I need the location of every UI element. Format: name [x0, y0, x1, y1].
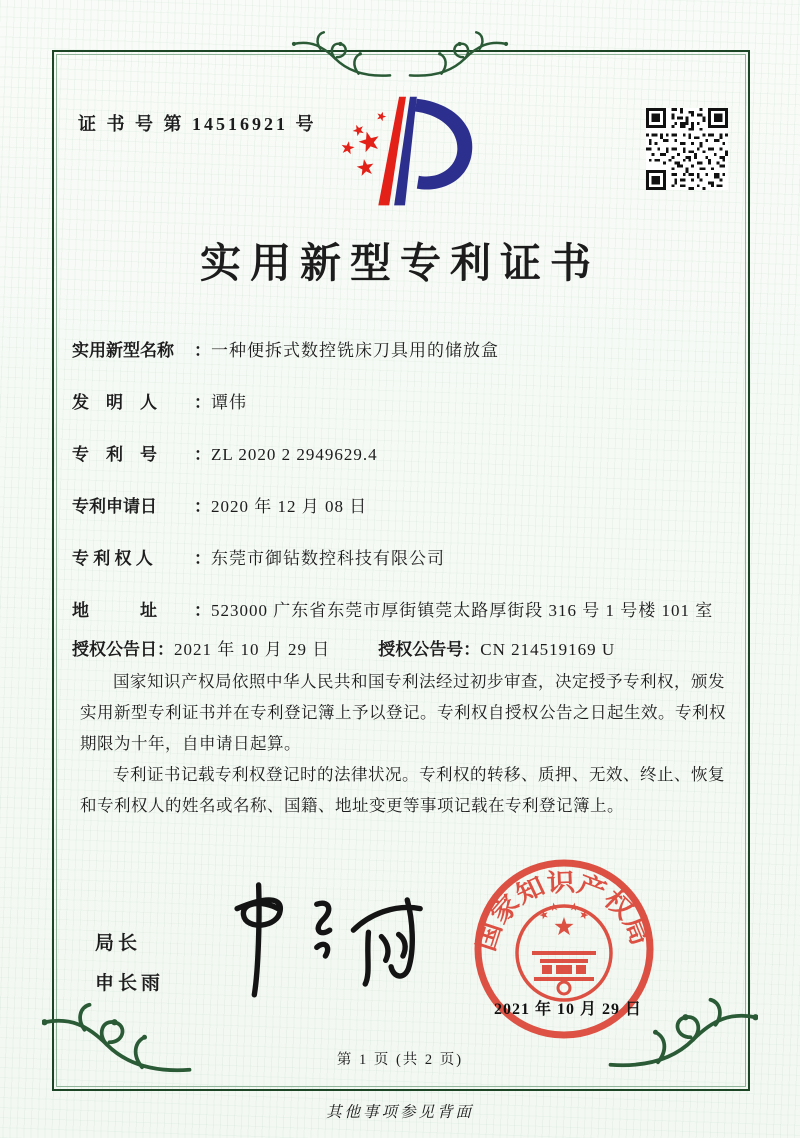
legal-text: [80, 666, 726, 821]
field-value: 东莞市御钻数控科技有限公司: [211, 549, 445, 568]
commissioner-name: 申长雨: [95, 973, 165, 994]
field-patent-number: 专 利 号 ： ZL 2020 2 2949629.4: [72, 442, 732, 467]
commissioner-block: [95, 924, 164, 1004]
certificate-number: 证 书 号 第 14516921 号: [78, 114, 317, 134]
legal-paragraph-1: 国家知识产权局依照中华人民共和国专利法经过初步审查，决定授予专利权，颁发实用新型专利证书并在专利登记簿上予以登记。专利权自授权公告之日起生效。专利权期限为十年，自申请日起算。: [80, 672, 726, 753]
field-label: 专利申请日: [72, 497, 157, 516]
svg-text:国家知识产权局: 国家知识产权局: [473, 869, 653, 955]
field-inventor: 发 明 人 ： 谭伟: [72, 390, 732, 415]
commissioner-title: 局长: [95, 933, 142, 954]
field-grant-date: 授权公告日 ： 2021 年 10 月 29 日: [72, 640, 331, 659]
qr-code-icon: [646, 108, 728, 190]
field-grant-number: 授权公告号 ： CN 214519169 U: [378, 640, 616, 659]
certificate-title: 实用新型专利证书: [200, 240, 600, 286]
field-label: 专 利 号: [72, 445, 157, 464]
legal-paragraph-2: 专利证书记载专利权登记时的法律状况。专利权的转移、质押、无效、终止、恢复和专利权人的姓名或名称、国籍、地址变更等事项记载在专利登记簿上。: [80, 765, 725, 815]
field-label: 发 明 人: [72, 393, 157, 412]
certificate-fields: [72, 338, 732, 662]
cnipa-logo-icon: [326, 90, 484, 218]
field-patentee: 专 利 权 人 ： 东莞市御钻数控科技有限公司: [72, 546, 732, 571]
field-filing-date: 专利申请日 ： 2020 年 12 月 08 日: [72, 494, 732, 519]
field-label: 地 址: [72, 601, 157, 620]
page-number: 第 1 页 (共 2 页): [336, 1052, 464, 1068]
field-utility-model-name: 实用新型名称 ： 一种便拆式数控铣床刀具用的储放盒: [72, 338, 732, 363]
seal-date: 2021 年 10 月 29 日: [493, 1001, 642, 1018]
back-side-note: 其他事项参见背面: [325, 1104, 474, 1121]
field-label: 实用新型名称: [72, 341, 174, 360]
top-flourish-ornament-icon: [282, 24, 518, 82]
field-label: 专 利 权 人: [72, 549, 153, 568]
field-value: 2020 年 12 月 08 日: [211, 497, 368, 516]
handwritten-signature-icon: [195, 872, 445, 1012]
field-value: 谭伟: [211, 393, 247, 412]
field-address: 地 址 ： 523000 广东省东莞市厚街镇莞太路厚街段 316 号 1 号楼 101 室: [72, 598, 732, 623]
field-grant-row: [72, 637, 732, 662]
field-value: ZL 2020 2 2949629.4: [211, 445, 378, 464]
field-value: 一种便拆式数控铣床刀具用的储放盒: [211, 341, 499, 360]
field-value: 523000 广东省东莞市厚街镇莞太路厚街段 316 号 1 号楼 101 室: [211, 601, 714, 620]
